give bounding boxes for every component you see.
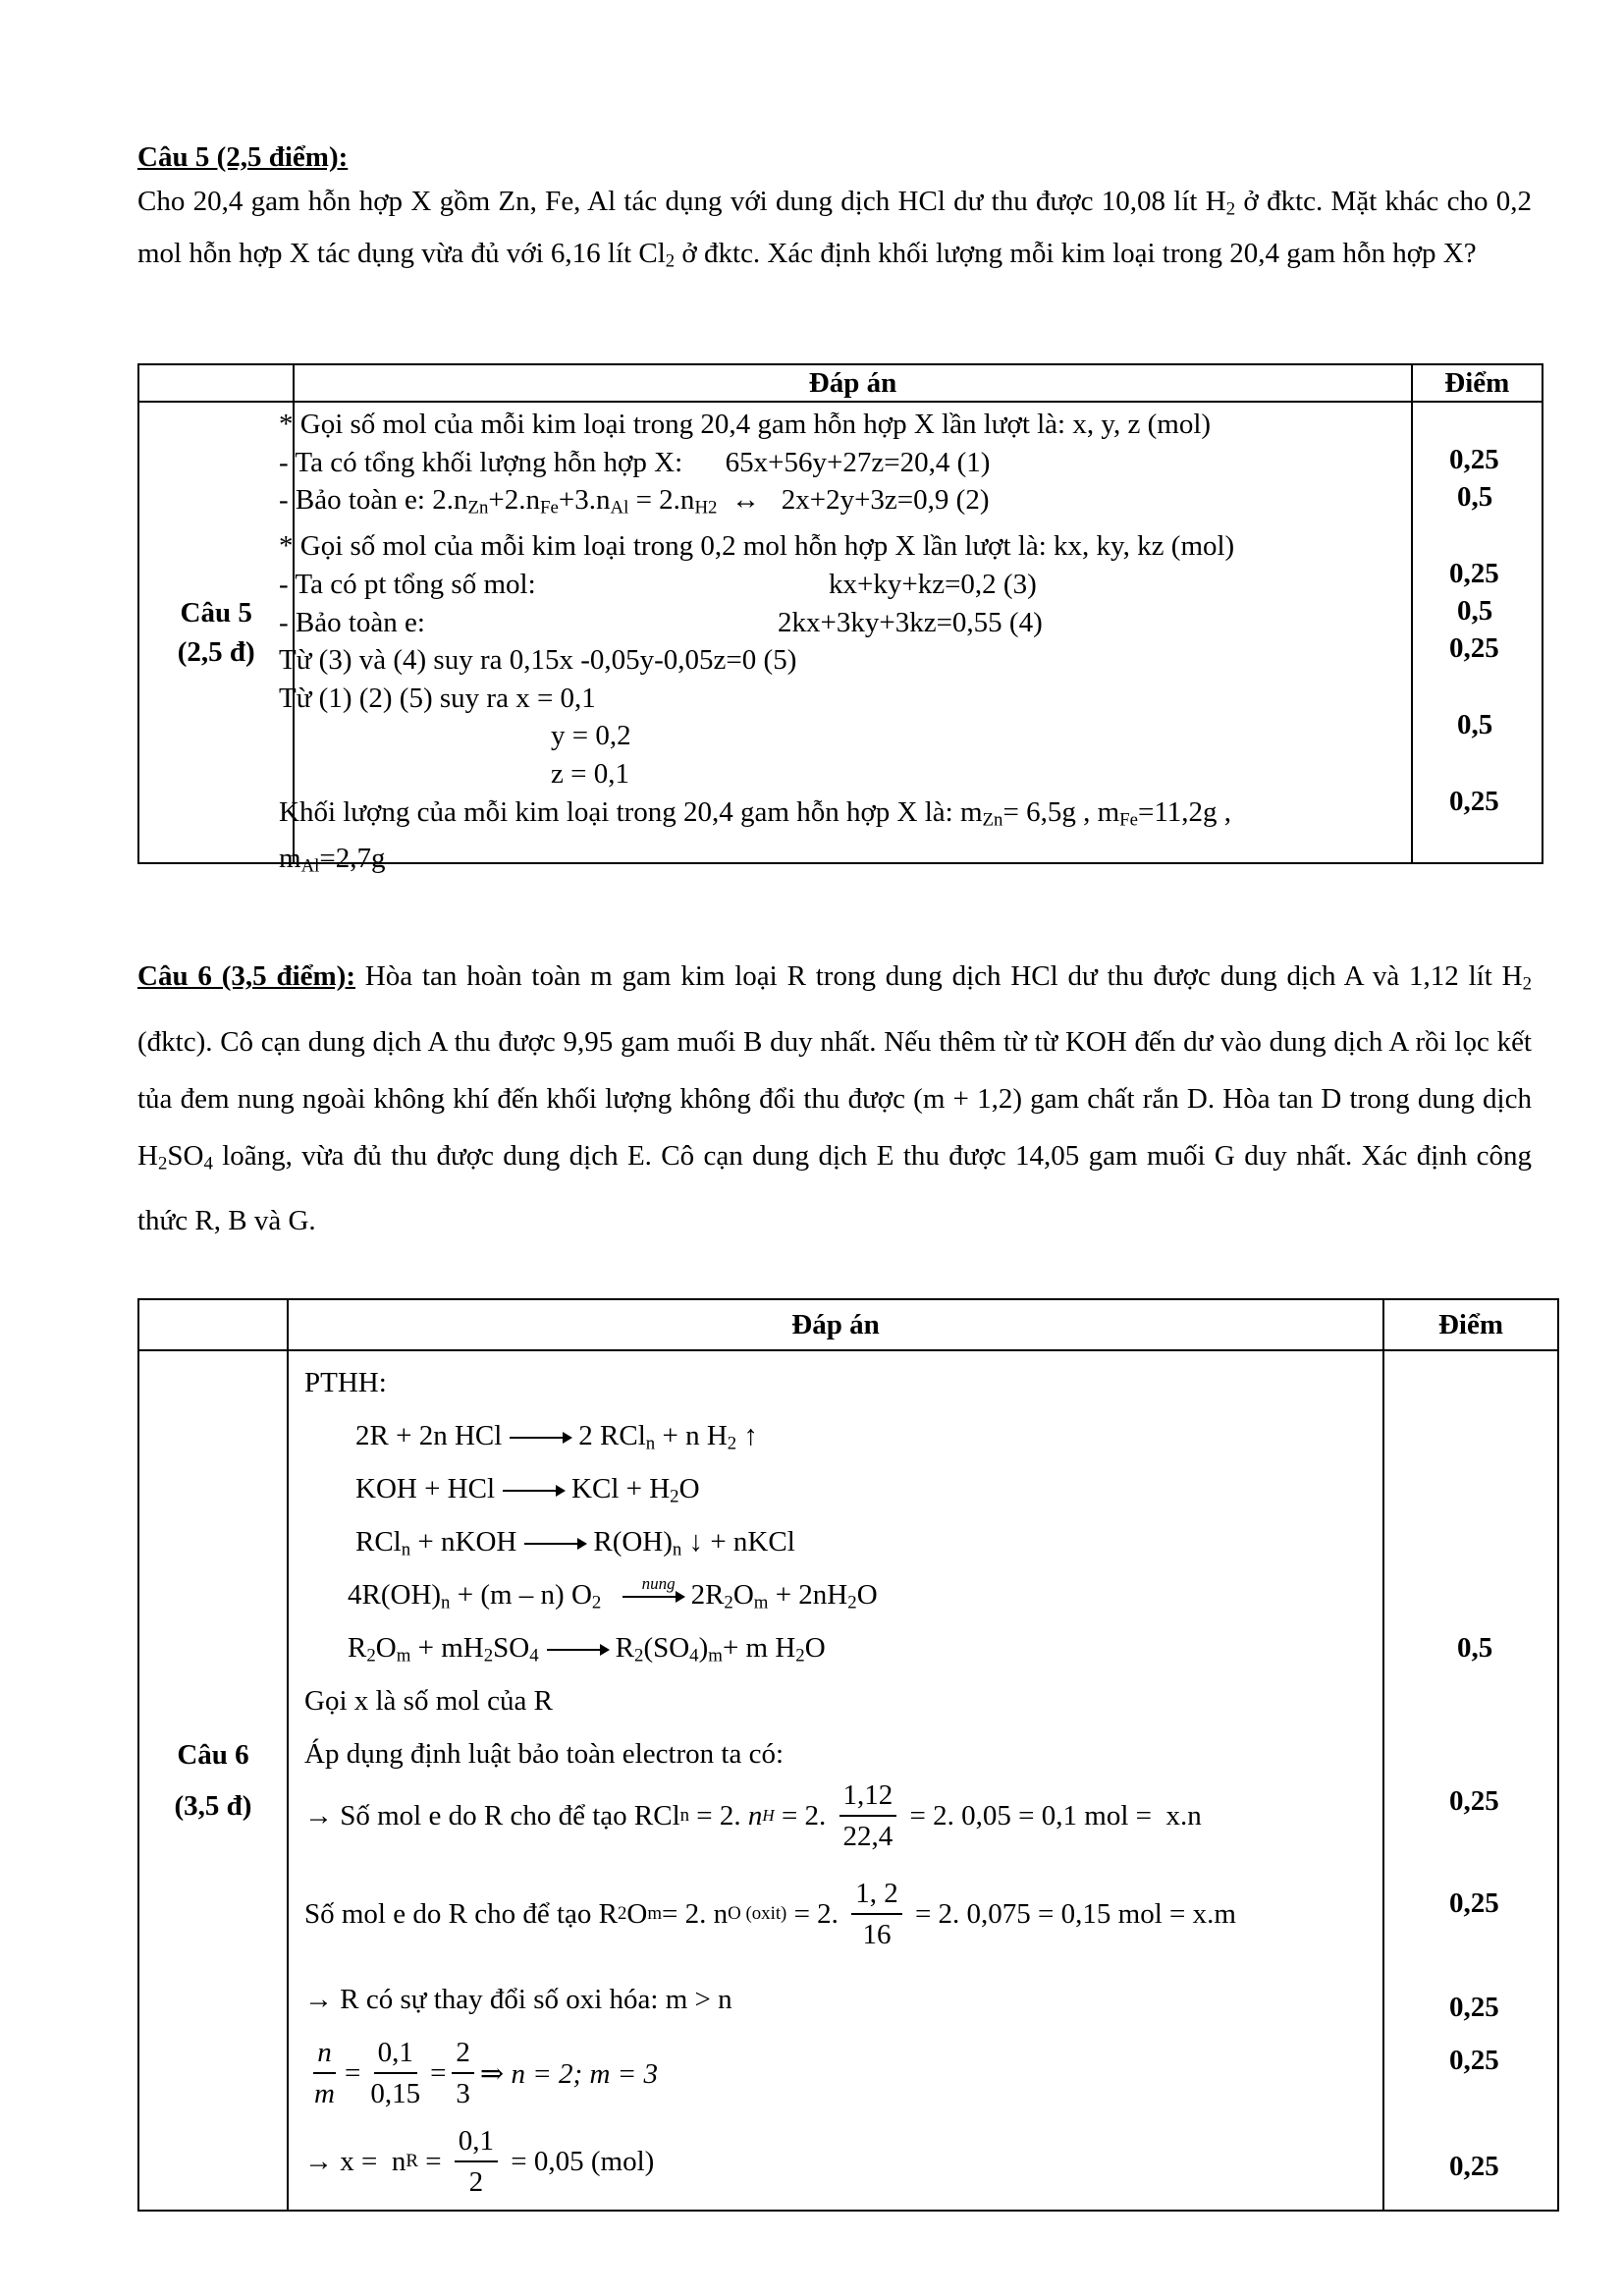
q5-score-1: 0,25	[1449, 444, 1499, 475]
q6-apply-law: Áp dụng định luật bảo toàn electron ta có:	[304, 1738, 785, 1770]
q6-header-answer: Đáp án	[288, 1299, 1383, 1350]
q6-ratio: $\frac{n}{m}$ = $\frac{0,1}{0,15}$ = $\frac{2}{3}$ ⇒ n = 2; m = 3	[304, 2033, 658, 2113]
q6-reaction-1: 2R + 2n HCl 2 RCl$_n$ + n $H_2$ ↑	[355, 1420, 758, 1454]
q6-oxidation: → R có sự thay đổi số oxi hóa: m > n	[304, 1984, 732, 2015]
q6-score-3: 0,25	[1449, 1887, 1499, 1919]
q5-problem-text: Cho 20,4 gam hỗn hợp X gồm Zn, Fe, Al tác dụng với dung dịch HCl dư thu được 10,08 lít $H_2$ ở đktc. Mặt khác cho 0,2 mol hỗn hợp X tác dụng vừa đủ với 6,16 lít $Cl_2$ ở đktc. Xác định khối lượng mỗi kim loại trong 20,4 gam hỗn hợp X?	[137, 186, 1533, 272]
q5-header-answer: Đáp án	[294, 364, 1411, 402]
fraction: $\frac{0,1}{0,15}$	[366, 2033, 424, 2113]
q5-title: Câu 5 (2,5 điểm):	[137, 141, 349, 173]
q5-line-9: y = 0,2	[551, 720, 631, 752]
q6-problem-text: Câu 6 (3,5 điểm): Hòa tan hoàn toàn m gam kim loại R trong dung dịch HCl dư thu được dung dịch A và 1,12 lít $H_2$ (đktc). Cô cạn dung dịch A thu được 9,95 gam muối B duy nhất. Nếu thêm từ từ KOH đến dư vào dung dịch A rồi lọc kết tủa đem nung ngoài không khí đến khối lượng không đổi thu được (m + 1,2) gam chất rắn D. Hòa tan D trong dung dịch $H_2SO_4$ loãng, vừa đủ thu được dung dịch E. Cô cạn dung dịch E thu được 14,05 gam muối G duy nhất. Xác định công thức R, B và G.	[137, 960, 1532, 1237]
q6-label: Câu 6 (3,5 đ)	[138, 1350, 288, 2211]
q6-score-1: 0,5	[1457, 1632, 1493, 1664]
q5-score-4: 0,5	[1457, 595, 1493, 627]
q6-score-6: 0,25	[1449, 2151, 1499, 2182]
fraction: $\frac{1, 2}{16}$	[851, 1874, 902, 1954]
q5-line-12: $m_{Al}=2,7g$	[279, 842, 386, 877]
q6-electron-1: → Số mol e do R cho để tạo RCl n = 2. n H = 2. $\frac{1,12}{22,4}$ = 2. 0,05 = 0,1 mol = x.n	[304, 1776, 1202, 1856]
q6-reaction-2: KOH + HCl KCl + $H_2O$	[355, 1473, 700, 1507]
arrow-icon	[547, 1649, 608, 1651]
fraction: $\frac{n}{m}$	[310, 2033, 339, 2113]
q5-line-3: - Bảo toàn e: $2.n_{Zn}+2.n_{Fe}+3.n_{Al} = 2.n_{H2}$ ↔ 2x+2y+3z=0,9 (2)	[279, 484, 990, 519]
q5-line-4: * Gọi số mol của mỗi kim loại trong 0,2 mol hỗn hợp X lần lượt là: kx, ky, kz (mol)	[279, 530, 1235, 563]
q5-problem	[137, 136, 1532, 283]
q5-line-11: Khối lượng của mỗi kim loại trong 20,4 gam hỗn hợp X là: $m_{Zn}= 6,5g$ , $m_{Fe}=11,2g$ ,	[279, 795, 1232, 831]
q5-label: Câu 5 (2,5 đ)	[138, 402, 294, 863]
q6-score-5: 0,25	[1449, 2045, 1499, 2076]
q5-score-2: 0,5	[1457, 481, 1493, 513]
q6-gx: Gọi x là số mol của R	[304, 1685, 553, 1717]
q5-answer-lines	[279, 406, 1408, 886]
q5-line-1: * Gọi số mol của mỗi kim loại trong 20,4 gam hỗn hợp X lần lượt là: x, y, z (mol)	[279, 409, 1212, 440]
q6-score-2: 0,25	[1449, 1785, 1499, 1817]
q5-score-5: 0,25	[1449, 632, 1499, 664]
q6-x-result: → x = n R = $\frac{0,1}{2}$ = 0,05 (mol)	[304, 2121, 654, 2202]
q6-score-4: 0,25	[1449, 1992, 1499, 2023]
q5-score-6: 0,5	[1457, 709, 1493, 740]
fraction: $\frac{2}{3}$	[452, 2033, 474, 2113]
q5-line-7: Từ (3) và (4) suy ra 0,15x -0,05y-0,05z=0 (5)	[279, 644, 797, 677]
q6-title: Câu 6 (3,5 điểm):	[137, 960, 355, 992]
q5-header-score: Điểm	[1412, 364, 1543, 402]
arrow-icon	[524, 1543, 585, 1545]
arrow-icon: nung	[623, 1596, 683, 1598]
q6-reaction-3: RCl$_n$ + nKOH $R(OH)_n$ ↓ + nKCl	[355, 1526, 795, 1560]
q5-line-6: - Bảo toàn e: 2kx+3ky+3kz=0,55 (4)	[279, 606, 1043, 638]
arrow-icon	[510, 1437, 570, 1439]
q5-line-10: z = 0,1	[551, 758, 629, 791]
q5-line-8: Từ (1) (2) (5) suy ra x = 0,1	[279, 682, 596, 714]
fraction: $\frac{1,12}{22,4}$	[839, 1776, 897, 1856]
q6-electron-2: Số mol e do R cho để tạo R 2 O m = 2. n O (oxit) = 2. $\frac{1, 2}{16}$ = 2. 0,075 = 0,15 mol = x.m	[304, 1874, 1236, 1954]
q6-problem	[137, 948, 1532, 1249]
q6-reaction-5: $R_2O_m + mH_2SO_4$ $R_2(SO_4)_m+ m$ $H_2O$	[348, 1632, 826, 1667]
q5-score-3: 0,25	[1449, 558, 1499, 589]
q6-header-score: Điểm	[1383, 1299, 1558, 1350]
q5-line-2: - Ta có tổng khối lượng hỗn hợp X: 65x+56y+27z=20,4 (1)	[279, 446, 991, 478]
q6-reaction-4: $4R(OH)_n + (m - n)$ $O_2$ nung $2R_2O_m + 2nH_2O$	[348, 1574, 878, 1613]
q5-score-7: 0,25	[1449, 786, 1499, 817]
q6-pthh: PTHH:	[304, 1367, 387, 1398]
q5-line-5: - Ta có pt tổng số mol: kx+ky+kz=0,2 (3)	[279, 569, 1037, 601]
arrow-icon	[503, 1490, 564, 1492]
fraction: $\frac{0,1}{2}$	[455, 2121, 498, 2202]
